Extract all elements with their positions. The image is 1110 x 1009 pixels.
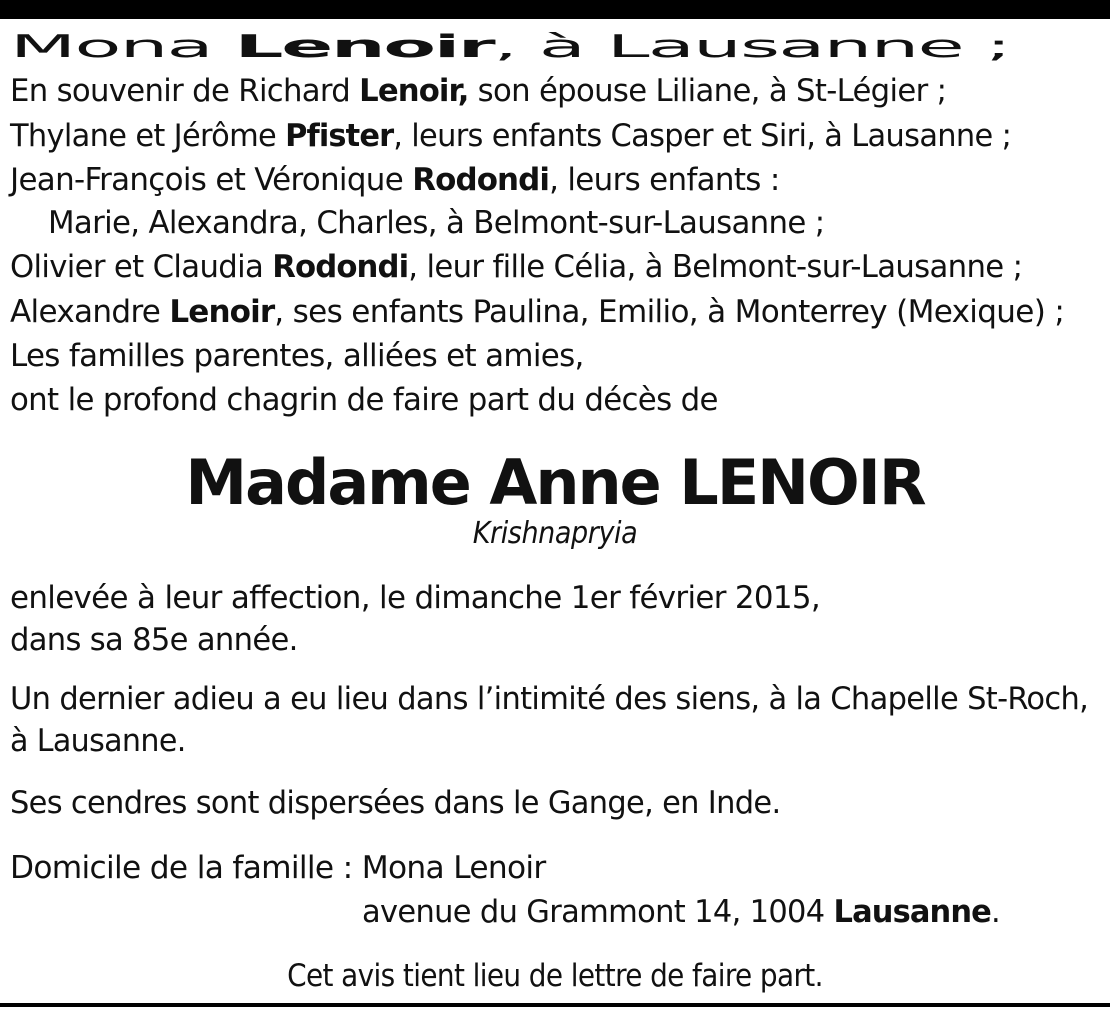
- family-line-5: Marie, Alexandra, Charles, à Belmont-sur-Lausanne ;: [48, 205, 825, 241]
- closing-note: Cet avis tient lieu de lettre de faire part.: [287, 958, 823, 994]
- date-line: enlevée à leur affection, le dimanche 1er février 2015,: [10, 580, 821, 616]
- top-rule: [0, 0, 1110, 19]
- domicile-label: Domicile de la famille :: [10, 850, 362, 886]
- age-line: dans sa 85e année.: [10, 622, 298, 658]
- deceased-alias: Krishnapryia: [472, 516, 638, 551]
- family-line-2: En souvenir de Richard Lenoir, son épouse Liliane, à St-Légier ;: [10, 73, 947, 109]
- ashes-line: Ses cendres sont dispersées dans le Gange, en Inde.: [10, 785, 781, 821]
- family-surname: Lenoir,: [359, 73, 469, 109]
- family-surname: Pfister: [285, 118, 394, 154]
- domicile-city: Lausanne: [833, 894, 991, 930]
- family-line-8: Les familles parentes, alliées et amies,: [10, 338, 584, 374]
- family-line-1: Mona Lenoir, à Lausanne ;: [10, 29, 1010, 65]
- domicile-line: [10, 848, 546, 888]
- deceased-name: Madame Anne LENOIR: [185, 446, 925, 519]
- family-line-9: ont le profond chagrin de faire part du décès de: [10, 382, 718, 418]
- family-surname: Lenoir: [169, 294, 275, 330]
- family-line-6: Olivier et Claudia Rodondi, leur fille Célia, à Belmont-sur-Lausanne ;: [10, 249, 1023, 285]
- domicile-name: Mona Lenoir: [361, 850, 546, 886]
- family-line-4: Jean-François et Véronique Rodondi, leurs enfants :: [10, 162, 780, 198]
- farewell-line-2: à Lausanne.: [10, 723, 186, 759]
- family-surname: Lenoir: [234, 29, 494, 65]
- family-line-7: Alexandre Lenoir, ses enfants Paulina, Emilio, à Monterrey (Mexique) ;: [10, 294, 1065, 330]
- family-surname: Rodondi: [272, 249, 409, 285]
- farewell-line-1: Un dernier adieu a eu lieu dans l’intimité des siens, à la Chapelle St-Roch,: [10, 681, 1089, 717]
- family-line-3: Thylane et Jérôme Pfister, leurs enfants Casper et Siri, à Lausanne ;: [10, 118, 1012, 154]
- family-surname: Rodondi: [412, 162, 550, 198]
- bottom-rule: [0, 1003, 1110, 1007]
- domicile-address: avenue du Grammont 14, 1004 Lausanne.: [362, 894, 1000, 930]
